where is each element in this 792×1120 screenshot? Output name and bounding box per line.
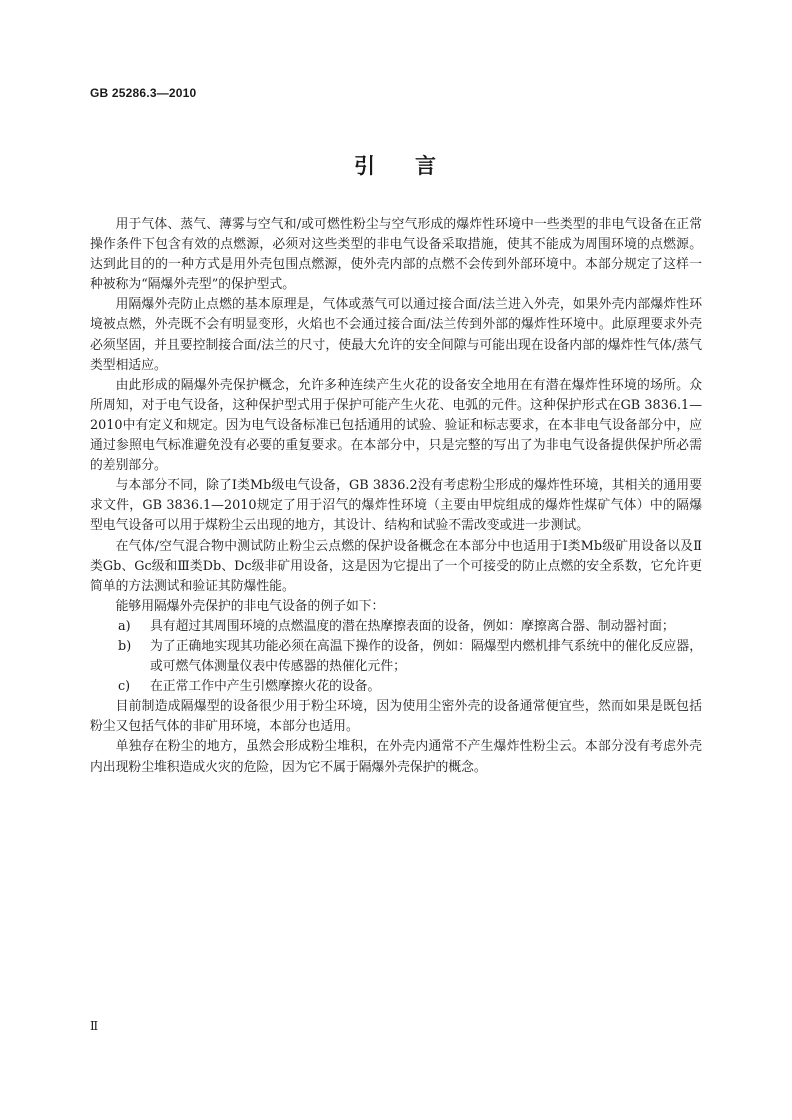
paragraph: 目前制造成隔爆型的设备很少用于粉尘环境，因为使用尘密外壳的设备通常便宜些，然而如果是既包括粉尘又包括气体的非矿用环境，本部分也适用。 [90, 699, 702, 735]
page-title [0, 150, 792, 180]
introduction-body [90, 215, 702, 778]
list-item [90, 677, 702, 697]
list-item [90, 637, 702, 677]
paragraph: 与本部分不同，除了Ⅰ类Mb级电气设备，GB 3836.2没有考虑粉尘形成的爆炸性环境，其相关的通用要求文件，GB 3836.1—2010规定了用于沼气的爆炸性环境（主要由甲烷组成的爆炸性煤矿气体）中的隔爆型电气设备可以用于煤粉尘云出现的地方，其设计、结构和试验不需改变或进一步测试。 [90, 478, 702, 534]
paragraph: 单独存在粉尘的地方，虽然会形成粉尘堆积，在外壳内通常不产生爆炸性粉尘云。本部分没有考虑外壳内出现粉尘堆积造成火灾的危险，因为它不属于隔爆外壳保护的概念。 [90, 739, 702, 775]
list-marker: a) [118, 618, 131, 634]
paragraph: 在气体/空气混合物中测试防止粉尘云点燃的保护设备概念在本部分中也适用于Ⅰ类Mb级矿用设备以及Ⅱ类Gb、Gc级和Ⅲ类Db、Dc级非矿用设备，这是因为它提出了一个可接受的防止点燃的安全系数，它允许更简单的方法测试和验证其防爆性能。 [90, 538, 702, 594]
list-marker: c) [118, 679, 131, 695]
title-char-right: 言 [415, 154, 438, 178]
standard-code: GB 25286.3—2010 [90, 86, 197, 100]
title-char-left: 引 [354, 154, 377, 178]
list-item-text: 在正常工作中产生引燃摩擦火花的设备。 [150, 679, 381, 695]
paragraph: 用于气体、蒸气、薄雾与空气和/或可燃性粉尘与空气形成的爆炸性环境中一些类型的非电气设备在正常操作条件下包含有效的点燃源，必须对这些类型的非电气设备采取措施，使其不能成为周围环境的点燃源。达到此目的的一种方式是用外壳包围点燃源，使外壳内部的点燃不会传到外部环境中。本部分规定了这样一种被称为“隔爆外壳型”的保护型式。 [90, 217, 702, 293]
page-number: Ⅱ [90, 1019, 99, 1033]
list-marker: b) [118, 638, 132, 654]
list-item-text: 为了正确地实现其功能必须在高温下操作的设备，例如：隔爆型内燃机排气系统中的催化反应器，或可燃气体测量仪表中传感器的热催化元件； [150, 638, 702, 675]
paragraph: 由此形成的隔爆外壳保护概念，允许多种连续产生火花的设备安全地用在有潜在爆炸性环境的场所。众所周知，对于电气设备，这种保护型式用于保护可能产生火花、电弧的元件。这种保护形式在GB 3836.1—2010中有定义和规定。因为电气设备标准已包括通用的试验、验证和标志要求，在本非电气设备部分中，应通过参照电气标准避免没有必要的重复要求。在本部分中，只是完整的写出了为非电气设备提供保护所必需的差别部分。 [90, 377, 702, 474]
paragraph: 能够用隔爆外壳保护的非电气设备的例子如下： [115, 598, 385, 614]
paragraph: 用隔爆外壳防止点燃的基本原理是，气体或蒸气可以通过接合面/法兰进入外壳，如果外壳内部爆炸性环境被点燃，外壳既不会有明显变形，火焰也不会通过接合面/法兰传到外部的爆炸性环境中。此原理要求外壳必须坚固，并且要控制接合面/法兰的尺寸，使最大允许的安全间隙与可能出现在设备内部的爆炸性气体/蒸气类型相适应。 [90, 297, 702, 373]
list-item-text: 具有超过其周围环境的点燃温度的潜在热摩擦表面的设备，例如：摩擦离合器、制动器衬面； [150, 618, 675, 634]
list-item [90, 617, 702, 637]
